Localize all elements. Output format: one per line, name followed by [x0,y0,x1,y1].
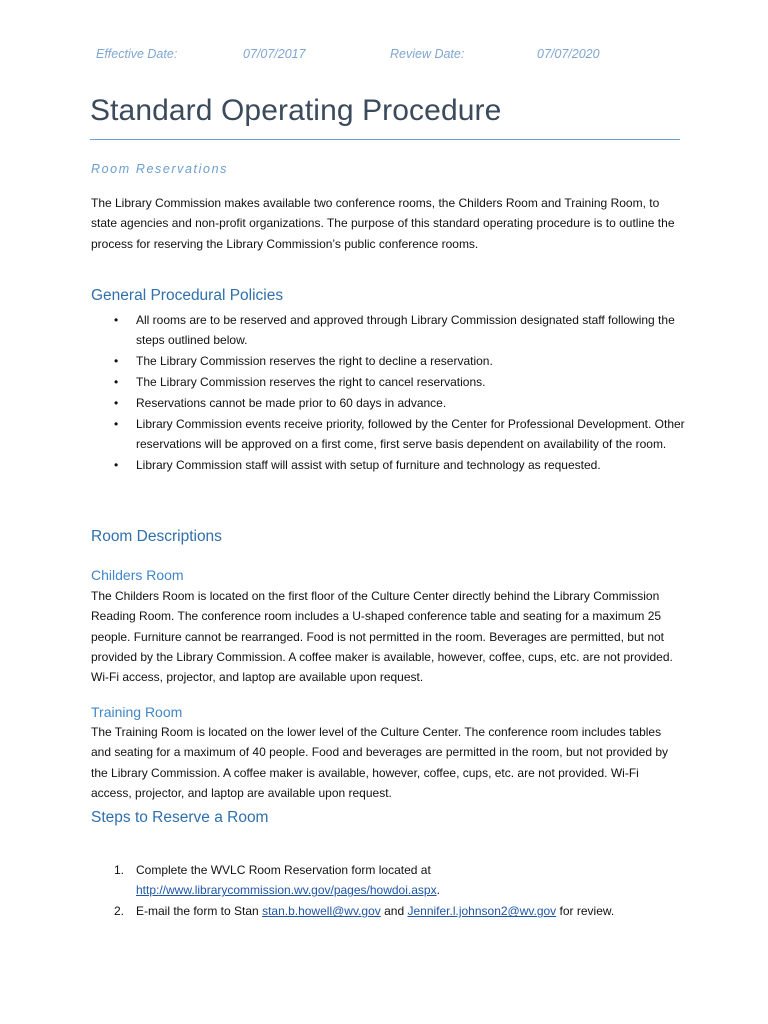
list-item: • The Library Commission reserves the right to cancel reservations. [108,372,688,392]
list-item: 2. E-mail the form to Stan stan.b.howell@wv.gov and Jennifer.l.johnson2@wv.gov for review. [108,901,688,921]
policies-heading: General Procedural Policies [91,287,284,304]
rooms-heading: Room Descriptions [91,528,222,545]
email-link-jennifer[interactable]: Jennifer.l.johnson2@wv.gov [407,904,557,919]
training-room-paragraph: The Training Room is located on the lower level of the Culture Center. The conference room includes tables and seating for a maximum of 40 people. Food and beverages are permitted in the room, but not provided by the Library Commission. A coffee maker is available, however, coffee, cups, etc. are not provided. Wi-Fi access, projector, and laptop are available upon request. [91,725,669,800]
bullet-icon: • [114,416,119,431]
reservation-form-link[interactable]: http://www.librarycommission.wv.gov/pages/howdoi.aspx [136,883,437,898]
childers-room-paragraph: The Childers Room is located on the first floor of the Culture Center directly behind the Library Commission Reading Room. The conference room includes a U-shaped conference table and seating for a maximum 25 people. Furniture cannot be rearranged. Food is not permitted in the room. Beverages are permitted, but not provided by the Library Commission. A coffee maker is available, however, coffee, cups, etc. are not provided. Wi-Fi access, projector, and laptop are available upon request. [91,589,673,685]
review-date-value: 07/07/2020 [537,47,600,61]
list-item: • All rooms are to be reserved and approved through Library Commission designated staff following the steps outlined below. [108,310,688,351]
list-item: • The Library Commission reserves the right to decline a reservation. [108,351,688,371]
effective-date-value: 07/07/2017 [243,47,306,61]
training-room-heading: Training Room [91,704,183,720]
list-item: 1. Complete the WVLC Room Reservation form located at http://www.librarycommission.wv.gov/pages/howdoi.aspx. [108,860,688,901]
step-number: 2. [114,904,125,919]
steps-list [108,860,688,922]
childers-room-heading: Childers Room [91,567,184,583]
bullet-icon: • [114,354,119,369]
policies-list [108,310,688,476]
subtitle: Room Reservations [91,162,228,176]
bullet-icon: • [114,458,119,473]
review-date-label: Review Date: [390,47,465,61]
list-item: • Library Commission events receive priority, followed by the Center for Professional Development. Other reservations will be approved on a first come, first serve basis dependent on availability of the room. [108,414,688,455]
title-divider [90,139,680,140]
bullet-icon: • [114,395,119,410]
effective-date-label: Effective Date: [96,47,178,61]
email-link-stan[interactable]: stan.b.howell@wv.gov [262,904,381,919]
bullet-icon: • [114,313,119,327]
step-number: 1. [114,863,125,877]
list-item: • Library Commission staff will assist with setup of furniture and technology as requested. [108,455,688,475]
step-text: Complete the WVLC Room Reservation form located at [136,863,431,877]
intro-paragraph: The Library Commission makes available two conference rooms, the Childers Room and Training Room, to state agencies and non-profit organizations. The purpose of this standard operating procedure is to outline the process for reserving the Library Commission’s public conference rooms. [91,196,675,251]
header-dates [96,47,696,65]
page-title: Standard Operating Procedure [90,94,502,127]
bullet-icon: • [114,375,119,390]
steps-heading: Steps to Reserve a Room [91,809,269,826]
list-item: • Reservations cannot be made prior to 60 days in advance. [108,393,688,413]
step-text: E-mail the form to Stan [136,904,259,919]
